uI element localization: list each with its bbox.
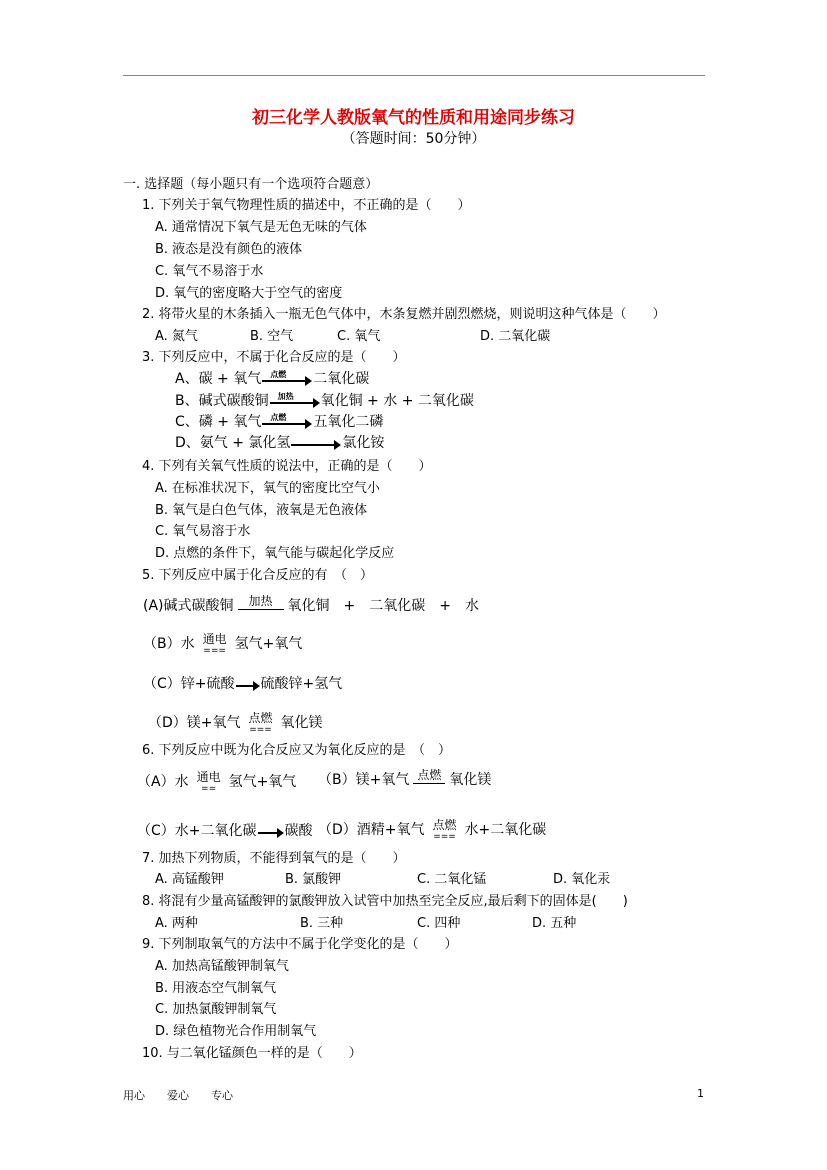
reaction-arrow bbox=[291, 436, 341, 450]
reactants: C、磷 + 氧气 bbox=[175, 414, 262, 430]
q6-option-a bbox=[137, 770, 296, 794]
reactants: （C）水+二氧化碳 bbox=[137, 823, 257, 839]
reaction-arrow bbox=[236, 677, 260, 691]
q1-option-a: A. 通常情况下氧气是无色无味的气体 bbox=[155, 220, 367, 235]
page-subtitle: （答题时间：50分钟） bbox=[341, 131, 486, 147]
section-heading: 一. 选择题（每小题只有一个选项符合题意） bbox=[123, 177, 379, 192]
products: 氧化镁 bbox=[280, 715, 323, 731]
q9-option-c: C. 加热氯酸钾制氧气 bbox=[155, 1002, 277, 1017]
q6-option-b bbox=[318, 768, 491, 792]
reaction-condition: 通电 == bbox=[196, 770, 221, 794]
q5-option-c bbox=[143, 673, 342, 693]
q3-option-b bbox=[175, 390, 474, 410]
products: 碳酸 bbox=[284, 823, 313, 839]
q7-stem: 7. 加热下列物质，不能得到氧气的是（ ） bbox=[142, 851, 406, 866]
q9-option-d: D. 绿色植物光合作用制氧气 bbox=[155, 1024, 317, 1039]
q3-stem: 3. 下列反应中，不属于化合反应的是（ ） bbox=[142, 350, 406, 365]
q3-option-c bbox=[175, 411, 383, 431]
q8-option-b: B. 三种 bbox=[300, 916, 344, 931]
reactants: （B）水 bbox=[143, 636, 195, 652]
q8-stem: 8. 将混有少量高锰酸钾的氯酸钾放入试管中加热至完全反应,最后剩下的固体是( ) bbox=[142, 894, 628, 909]
products: 氧化镁 bbox=[449, 772, 492, 788]
q7-option-c: C. 二氧化锰 bbox=[417, 872, 487, 887]
q8-option-d: D. 五种 bbox=[532, 916, 577, 931]
q5-option-b bbox=[143, 632, 302, 656]
reaction-arrow bbox=[270, 394, 320, 408]
reaction-arrow bbox=[262, 372, 312, 386]
reaction-arrow bbox=[262, 415, 312, 429]
q1-option-b: B. 液态是没有颜色的液体 bbox=[155, 242, 303, 257]
products: 氧化铜 + 水 + 二氧化碳 bbox=[320, 393, 474, 409]
q2-option-d: D. 二氧化碳 bbox=[480, 329, 551, 344]
q5-stem: 5. 下列反应中属于化合反应的有 （ ） bbox=[142, 568, 374, 583]
q9-option-b: B. 用液态空气制氧气 bbox=[155, 981, 277, 996]
q1-option-d: D. 氧气的密度略大于空气的密度 bbox=[155, 286, 343, 301]
reaction-condition: 点燃 === bbox=[248, 711, 273, 735]
q1-option-c: C. 氧气不易溶于水 bbox=[155, 264, 264, 279]
q4-option-c: C. 氧气易溶于水 bbox=[155, 524, 251, 539]
q1-stem: 1. 下列关于氧气物理性质的描述中，不正确的是（ ） bbox=[142, 198, 471, 213]
reaction-arrow bbox=[258, 824, 284, 838]
q8-option-a: A. 两种 bbox=[155, 916, 198, 931]
products: 氢气+氧气 bbox=[228, 774, 297, 790]
q8-option-c: C. 四种 bbox=[417, 916, 461, 931]
products: 氢气+氧气 bbox=[234, 636, 303, 652]
q2-option-c: C. 氧气 bbox=[337, 329, 381, 344]
condition: 点燃 bbox=[270, 413, 287, 422]
reactants: （D）酒精+氧气 bbox=[318, 822, 425, 838]
products: 氧化铜 + 二氧化碳 + 水 bbox=[287, 598, 479, 614]
q5-option-a bbox=[143, 594, 479, 618]
reactants: （B）镁+氧气 bbox=[318, 772, 410, 788]
reactants: （C）锌+硫酸 bbox=[143, 676, 235, 692]
q4-option-b: B. 氧气是白色气体，液氧是无色液体 bbox=[155, 503, 368, 518]
q3-option-d bbox=[175, 432, 384, 452]
q10-stem: 10. 与二氧化锰颜色一样的是（ ） bbox=[142, 1046, 362, 1061]
q4-option-a: A. 在标准状况下，氧气的密度比空气小 bbox=[155, 481, 380, 496]
reaction-condition: 加热 bbox=[236, 594, 286, 618]
page-number: 1 bbox=[697, 1087, 704, 1100]
footer-slogan: 用心 爱心 专心 bbox=[123, 1089, 233, 1102]
reaction-condition: 点燃 === bbox=[432, 818, 457, 842]
reactants: （A）水 bbox=[137, 774, 189, 790]
q2-option-a: A. 氮气 bbox=[155, 329, 198, 344]
page-title: 初三化学人教版氧气的性质和用途同步练习 bbox=[252, 108, 575, 128]
q7-option-d: D. 氧化汞 bbox=[553, 872, 611, 887]
q6-stem: 6. 下列反应中既为化合反应又为氧化反应的是 （ ） bbox=[142, 743, 452, 758]
q5-option-d bbox=[148, 711, 323, 735]
reactants: (A)碱式碳酸铜 bbox=[143, 598, 234, 614]
q2-stem: 2. 将带火星的木条插入一瓶无色气体中，木条复燃并剧烈燃烧，则说明这种气体是（ ） bbox=[142, 307, 666, 322]
header-rule bbox=[123, 75, 705, 76]
condition: 加热 bbox=[277, 392, 294, 401]
reactants: D、氨气 + 氯化氢 bbox=[175, 435, 291, 451]
reaction-condition: 通电 === bbox=[202, 632, 227, 656]
q4-stem: 4. 下列有关氧气性质的说法中，正确的是（ ） bbox=[142, 459, 432, 474]
q6-option-d bbox=[318, 818, 546, 842]
q6-option-c bbox=[137, 820, 313, 840]
products: 水+二氧化碳 bbox=[464, 822, 547, 838]
reactants: B、碱式碳酸铜 bbox=[175, 393, 269, 409]
q3-option-a bbox=[175, 368, 369, 388]
products: 氯化铵 bbox=[342, 435, 385, 451]
q9-option-a: A. 加热高锰酸钾制氧气 bbox=[155, 959, 289, 974]
q7-option-b: B. 氯酸钾 bbox=[285, 872, 342, 887]
products: 五氧化二磷 bbox=[313, 414, 384, 430]
products: 硫酸锌+氢气 bbox=[260, 676, 343, 692]
condition: 点燃 bbox=[270, 370, 287, 379]
q4-option-d: D. 点燃的条件下，氧气能与碳起化学反应 bbox=[155, 546, 395, 561]
q9-stem: 9. 下列制取氧气的方法中不属于化学变化的是（ ） bbox=[142, 937, 458, 952]
products: 二氧化碳 bbox=[313, 371, 370, 387]
reactants: （D）镁+氧气 bbox=[148, 715, 241, 731]
reactants: A、碳 + 氧气 bbox=[175, 371, 262, 387]
q7-option-a: A. 高锰酸钾 bbox=[155, 872, 224, 887]
reaction-condition: 点燃 bbox=[411, 768, 447, 792]
q2-option-b: B. 空气 bbox=[250, 329, 294, 344]
